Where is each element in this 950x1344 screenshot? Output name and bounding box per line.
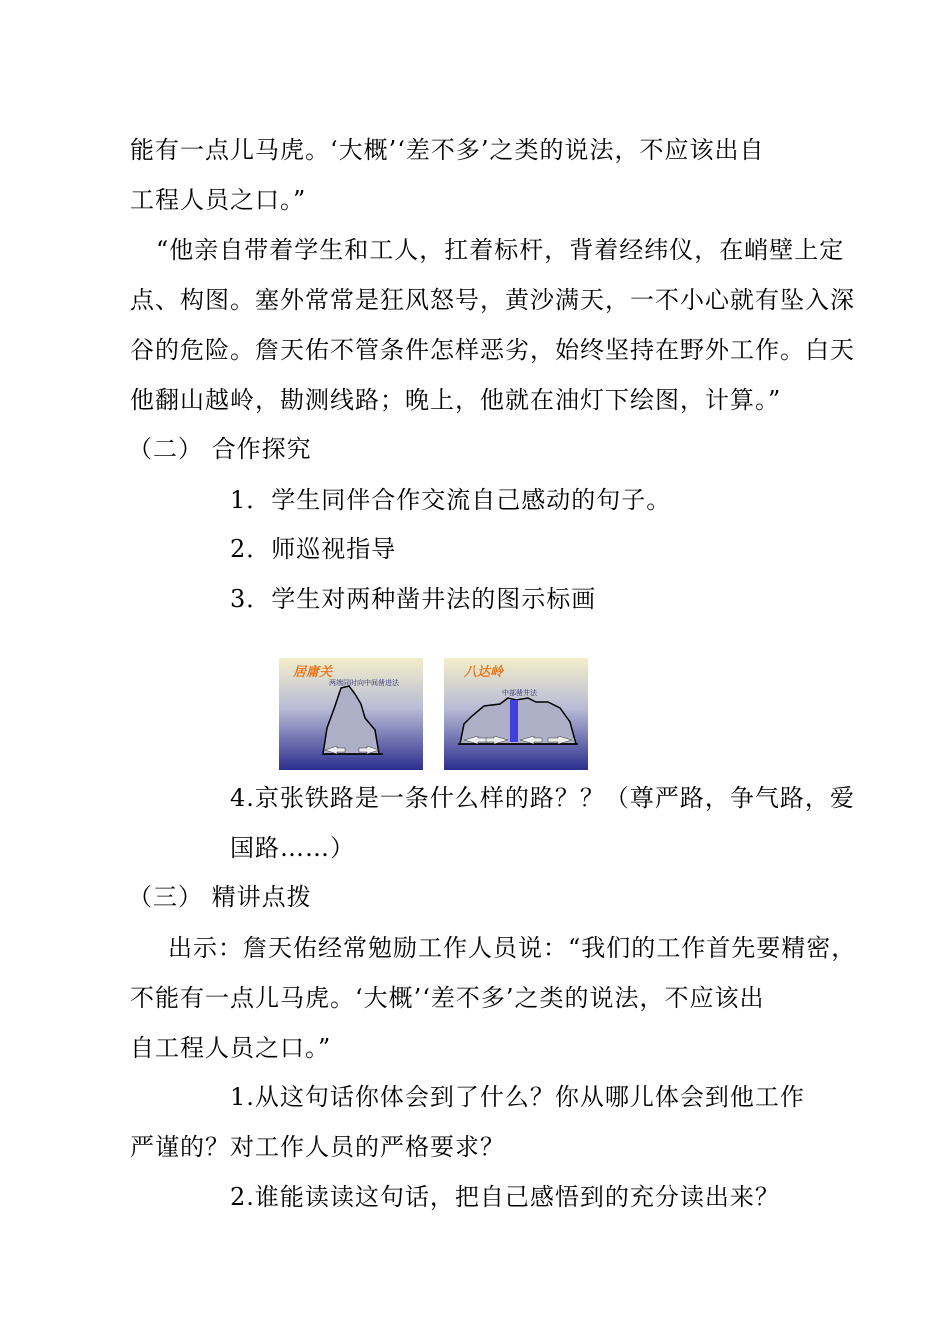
paragraph-line: 不能有一点儿马虎。‘大概’‘差不多’之类的说法，不应该出 [130,984,765,1012]
paragraph-line: “他亲自带着学生和工人，扛着标杆，背着经纬仪，在峭壁上定 [156,236,845,264]
list-item: 3．学生对两种凿井法的图示标画 [230,585,597,613]
paragraph-line: 能有一点儿马虎。‘大概’‘差不多’之类的说法，不应该出自 [130,136,765,164]
paragraph-line: 出示：詹天佑经常勉励工作人员说：“我们的工作首先要精密， [168,934,857,962]
figure-badaling [444,658,588,770]
figure-juyongguan [279,658,423,770]
section-heading: （二） 合作探究 [128,435,312,463]
paragraph-line: 谷的危险。詹天佑不管条件怎样恶劣，始终坚持在野外工作。白天 [130,336,855,364]
figure-caption: 两端同时向中间凿进法 [329,679,399,687]
list-item: 4.京张铁路是一条什么样的路？？（尊严路，争气路，爱 [230,784,855,812]
list-item: 1.从这句话你体会到了什么？你从哪儿体会到他工作 [230,1083,805,1111]
section-heading: （三） 精讲点拨 [128,883,312,911]
list-item: 2．师巡视指导 [230,535,397,563]
mountain-illustration [279,658,423,770]
list-item-continued: 国路……） [230,834,355,862]
paragraph-line: 自工程人员之口。” [130,1034,332,1062]
paragraph-line: 工程人员之口。” [130,186,307,214]
list-item: 1．学生同伴合作交流自己感动的句子。 [230,486,672,514]
mountain-illustration [444,658,588,770]
figure-caption: 中部凿井法 [502,689,537,697]
paragraph-line: 他翻山越岭，勘测线路；晚上，他就在油灯下绘图，计算。” [130,386,782,414]
list-item-continued: 严谨的？对工作人员的严格要求？ [130,1133,505,1161]
figure-title: 居庸关 [293,665,333,680]
list-item: 2.谁能读读这句话，把自己感悟到的充分读出来？ [230,1183,780,1211]
figure-title: 八达岭 [464,665,504,680]
paragraph-line: 点、构图。塞外常常是狂风怒号，黄沙满天，一不小心就有坠入深 [130,286,855,314]
